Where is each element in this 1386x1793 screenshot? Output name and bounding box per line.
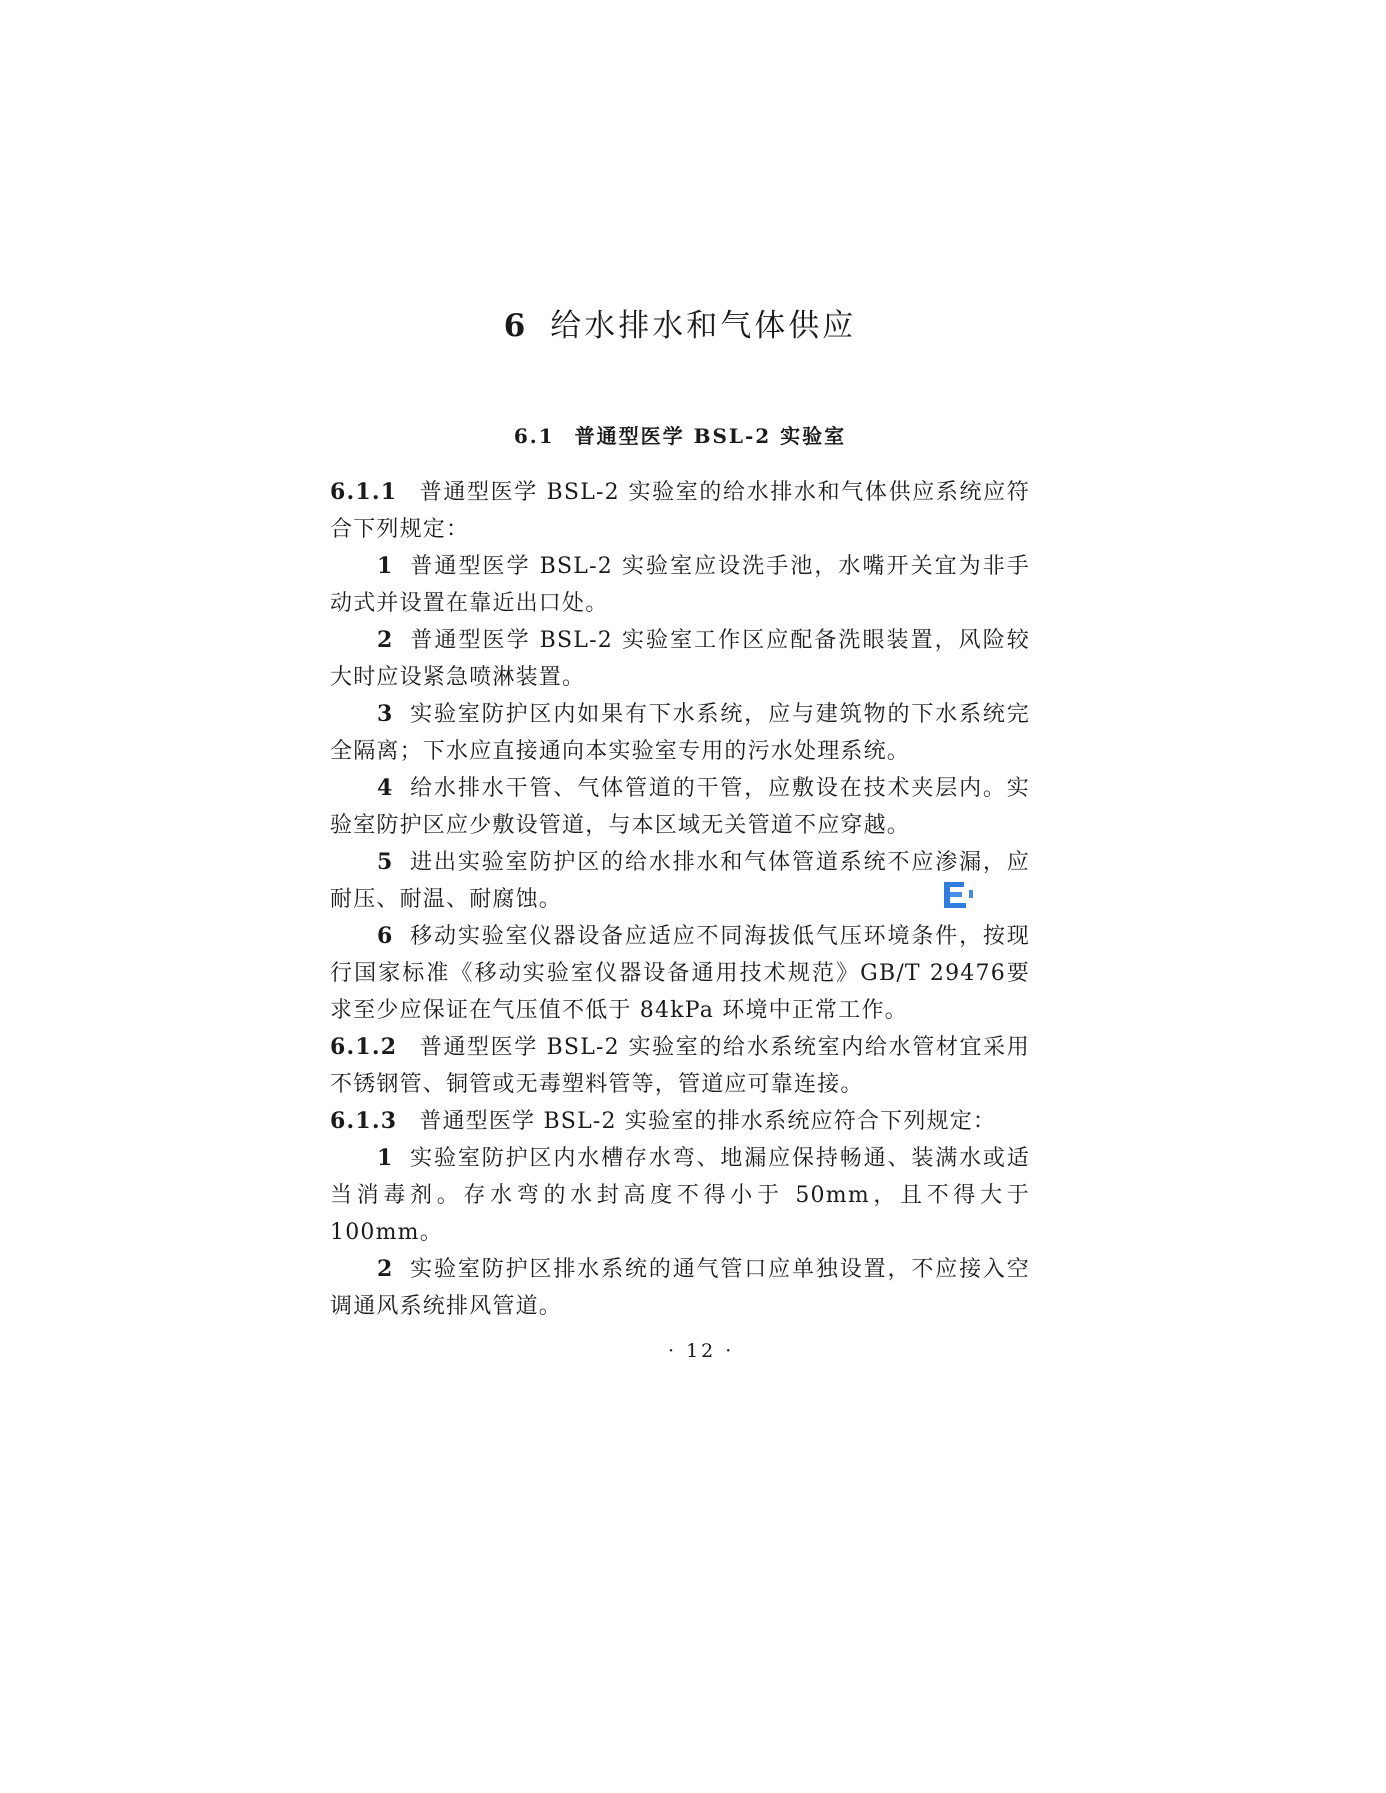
item-number: 3 xyxy=(377,701,394,727)
item-text: 实验室防护区内如果有下水系统，应与建筑物的下水系统完全隔离；下水应直接通向本实验室专用的污水处理系统。 xyxy=(330,702,1030,764)
clause-text: 普通型医学 BSL-2 实验室的给水系统室内给水管材宜采用不锈钢管、铜管或无毒塑料管等，管道应可靠连接。 xyxy=(330,1035,1030,1097)
document-body xyxy=(330,474,1030,1325)
list-item xyxy=(330,548,1030,622)
clause-number: 6.1.2 xyxy=(330,1034,398,1060)
chapter-title-text: 给水排水和气体供应 xyxy=(550,308,857,344)
item-number: 1 xyxy=(377,1145,394,1171)
chapter-title xyxy=(330,300,1030,345)
chapter-number: 6 xyxy=(503,308,529,344)
item-text: 普通型医学 BSL-2 实验室工作区应配备洗眼装置，风险较大时应设紧急喷淋装置。 xyxy=(330,628,1030,690)
list-item xyxy=(330,1251,1030,1325)
clause-6-1-1 xyxy=(330,474,1030,548)
list-item xyxy=(330,770,1030,844)
clause-6-1-2 xyxy=(330,1029,1030,1103)
item-number: 4 xyxy=(377,775,394,801)
section-title xyxy=(330,420,1030,449)
item-text: 普通型医学 BSL-2 实验室应设洗手池，水嘴开关宜为非手动式并设置在靠近出口处。 xyxy=(330,554,1030,616)
list-item xyxy=(330,1140,1030,1251)
list-item xyxy=(330,696,1030,770)
clause-text: 普通型医学 BSL-2 实验室的排水系统应符合下列规定： xyxy=(419,1109,997,1134)
clause-6-1-3 xyxy=(330,1103,1030,1140)
list-item xyxy=(330,844,1030,918)
section-title-text: 普通型医学 BSL-2 实验室 xyxy=(574,424,847,448)
page-number: · 12 · xyxy=(668,1340,735,1362)
item-number: 6 xyxy=(377,923,394,949)
item-number: 5 xyxy=(377,849,394,875)
item-text: 移动实验室仪器设备应适应不同海拔低气压环境条件，按现行国家标准《移动实验室仪器设备通用技术规范》GB/T 29476要求至少应保证在气压值不低于 84kPa 环境中正常工作。 xyxy=(330,924,1030,1023)
item-number: 2 xyxy=(377,1256,394,1282)
item-text: 实验室防护区排水系统的通气管口应单独设置，不应接入空调通风系统排风管道。 xyxy=(330,1257,1030,1319)
item-text: 实验室防护区内水槽存水弯、地漏应保持畅通、装满水或适当消毒剂。存水弯的水封高度不得小于 50mm，且不得大于100mm。 xyxy=(330,1146,1030,1245)
clause-number: 6.1.3 xyxy=(330,1108,398,1134)
item-number: 2 xyxy=(377,627,394,653)
item-text: 给水排水干管、气体管道的干管，应敷设在技术夹层内。实验室防护区应少敷设管道，与本区域无关管道不应穿越。 xyxy=(330,776,1030,838)
watermark-logo-icon xyxy=(942,880,976,910)
item-number: 1 xyxy=(377,553,394,579)
item-text: 进出实验室防护区的给水排水和气体管道系统不应渗漏，应耐压、耐温、耐腐蚀。 xyxy=(330,850,1030,912)
section-number: 6.1 xyxy=(513,424,555,448)
clause-number: 6.1.1 xyxy=(330,479,398,505)
clause-text: 普通型医学 BSL-2 实验室的给水排水和气体供应系统应符合下列规定： xyxy=(330,480,1030,542)
list-item xyxy=(330,918,1030,1029)
list-item xyxy=(330,622,1030,696)
